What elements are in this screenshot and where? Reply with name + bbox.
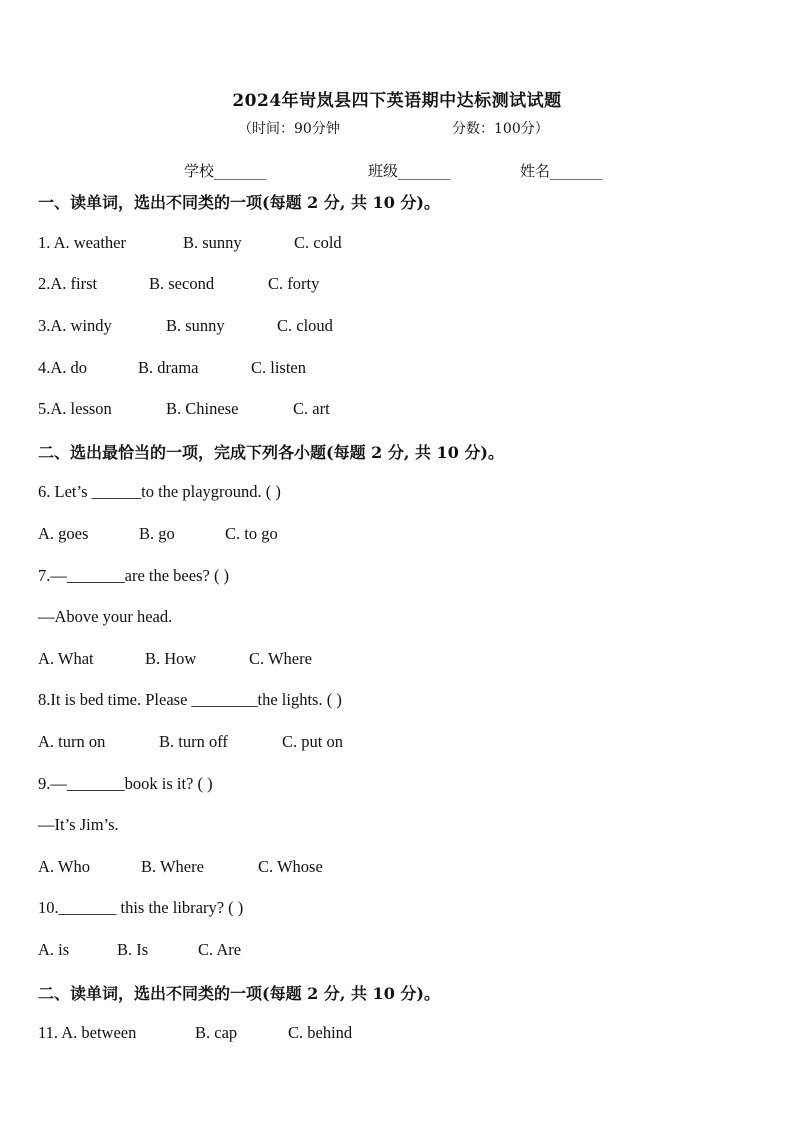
- q7-option-c: C. Where: [249, 649, 312, 668]
- section-3-heading: 二、读单词，选出不同类的一项(每题 2 分, 共 10 分)。: [38, 984, 440, 1003]
- question-2: [38, 274, 319, 294]
- q11-option-b: B. cap: [195, 1023, 238, 1042]
- q9-option-b: B. Where: [141, 857, 204, 876]
- q9-option-a: A. Who: [38, 857, 90, 876]
- question-5: [38, 399, 330, 419]
- q10-option-c: C. Are: [198, 940, 242, 959]
- name-field: 姓名_______: [520, 162, 603, 180]
- question-6-options: [38, 524, 278, 544]
- q4-option-c: C. listen: [251, 358, 307, 377]
- q9-option-c: C. Whose: [258, 857, 323, 876]
- question-3: [38, 316, 333, 336]
- question-4: [38, 358, 306, 378]
- page-title: 2024年岢岚县四下英语期中达标测试试题: [232, 91, 562, 111]
- q2-option-c: C. forty: [268, 274, 320, 293]
- question-7-options: [38, 649, 312, 669]
- question-8-options: [38, 732, 343, 752]
- q6-option-c: C. to go: [225, 524, 278, 543]
- question-9-options: [38, 857, 323, 877]
- q8-option-b: B. turn off: [159, 732, 228, 751]
- q11-option-c: C. behind: [288, 1023, 353, 1042]
- q5-option-b: B. Chinese: [166, 399, 239, 418]
- q10-option-a: A. is: [38, 940, 70, 959]
- q5-option-a: 5.A. lesson: [38, 399, 112, 418]
- q1-option-b: B. sunny: [183, 233, 242, 252]
- q9-answer: —It’s Jim’s.: [38, 815, 119, 834]
- q8-option-a: A. turn on: [38, 732, 106, 751]
- q2-option-b: B. second: [149, 274, 215, 293]
- q7-option-b: B. How: [145, 649, 197, 668]
- section-1-heading: 一、读单词，选出不同类的一项(每题 2 分, 共 10 分)。: [38, 193, 440, 212]
- q7-answer: —Above your head.: [38, 607, 173, 626]
- question-1: [38, 233, 342, 253]
- q7-stem: 7.—_______are the bees? ( ): [38, 566, 230, 585]
- q8-option-c: C. put on: [282, 732, 343, 751]
- q1-option-a: 1. A. weather: [38, 233, 126, 252]
- q4-option-a: 4.A. do: [38, 358, 88, 377]
- exam-time: （时间：90分钟: [238, 121, 340, 137]
- question-11: [38, 1023, 352, 1043]
- q9-stem: 9.—_______book is it? ( ): [38, 774, 213, 793]
- class-field: 班级_______: [368, 162, 451, 180]
- q10-stem: 10._______ this the library? ( ): [38, 898, 244, 917]
- q3-option-c: C. cloud: [277, 316, 333, 335]
- q2-option-a: 2.A. first: [38, 274, 98, 293]
- school-field: 学校_______: [184, 162, 267, 180]
- q8-stem: 8.It is bed time. Please ________the lights. ( ): [38, 690, 342, 709]
- q3-option-b: B. sunny: [166, 316, 225, 335]
- q6-stem: 6. Let’s ______to the playground. ( ): [38, 482, 281, 501]
- q7-option-a: A. What: [38, 649, 94, 668]
- exam-score: 分数：100分）: [452, 121, 549, 137]
- q10-option-b: B. Is: [117, 940, 149, 959]
- q6-option-a: A. goes: [38, 524, 89, 543]
- section-2-heading: 二、选出最恰当的一项，完成下列各小题(每题 2 分, 共 10 分)。: [38, 443, 504, 462]
- q11-option-a: 11. A. between: [38, 1023, 137, 1042]
- q1-option-c: C. cold: [294, 233, 342, 252]
- q3-option-a: 3.A. windy: [38, 316, 112, 335]
- q6-option-b: B. go: [139, 524, 175, 543]
- q5-option-c: C. art: [293, 399, 330, 418]
- q4-option-b: B. drama: [138, 358, 199, 377]
- question-10-options: [38, 940, 241, 960]
